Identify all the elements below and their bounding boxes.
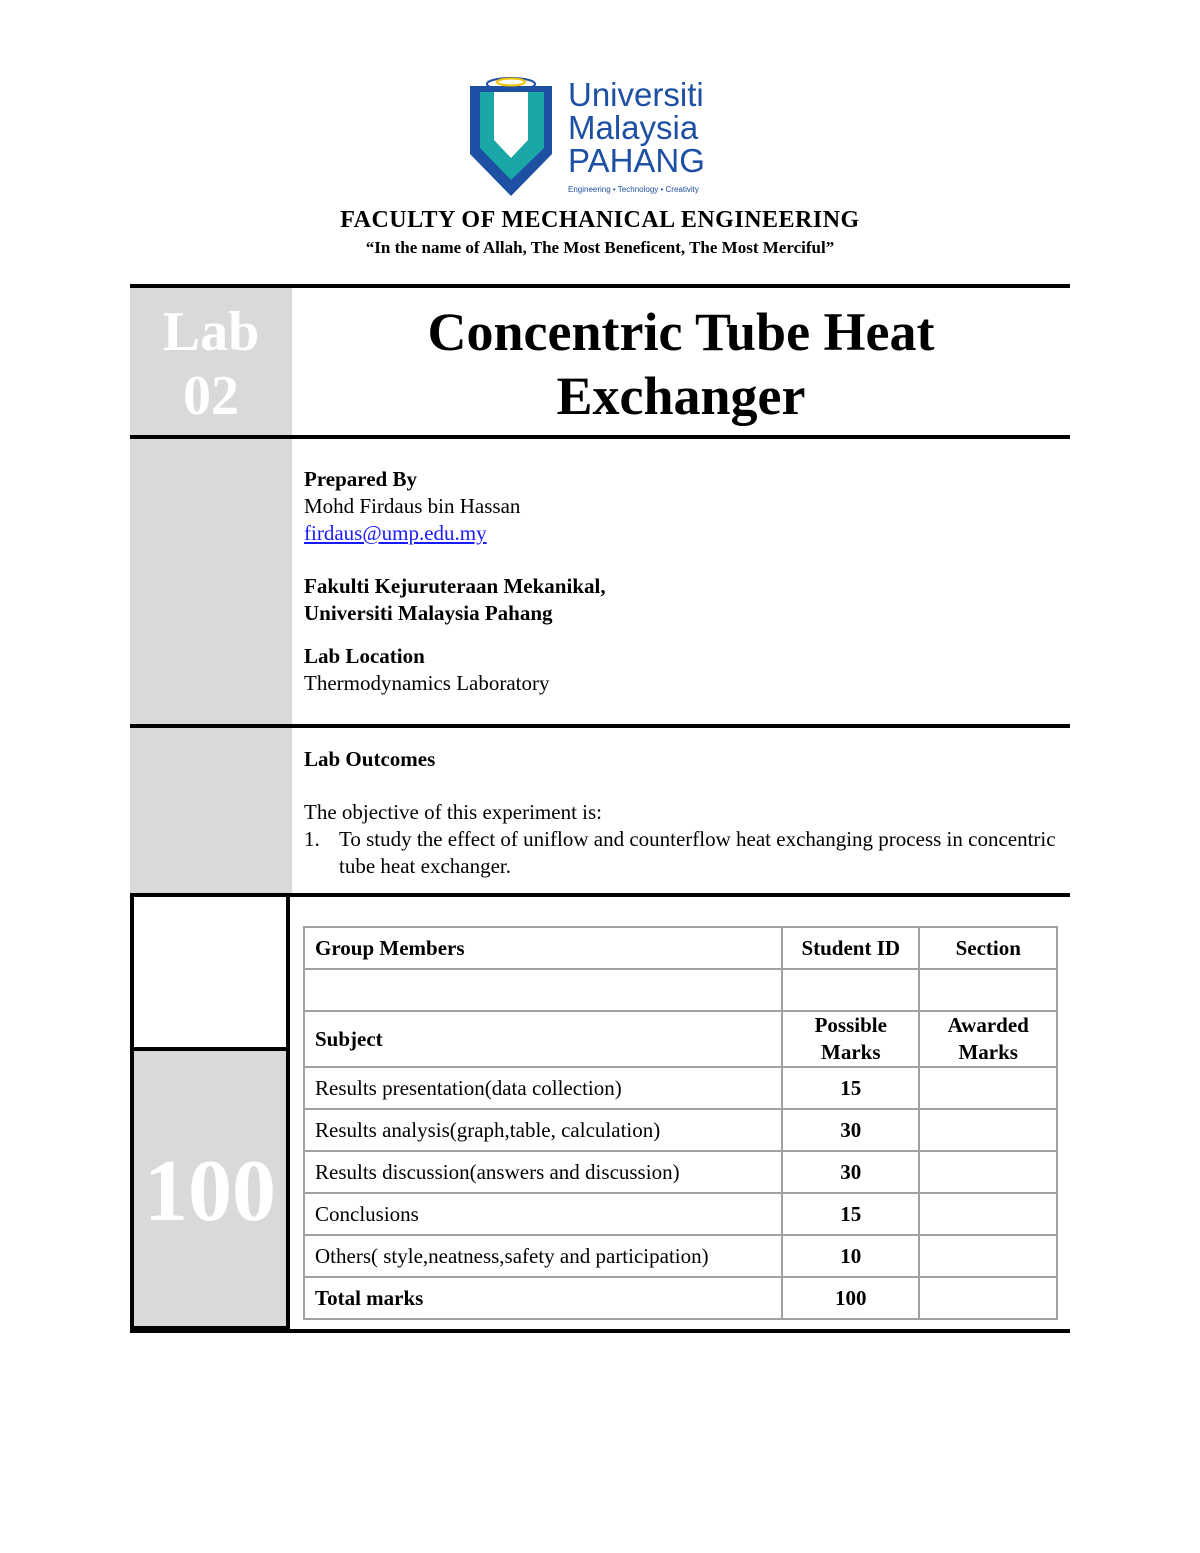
subject-cell: Results presentation(data collection) <box>304 1067 782 1109</box>
university-logo <box>468 72 738 198</box>
table-subject-header-row <box>304 1011 1057 1067</box>
score-entry-area <box>134 897 286 1047</box>
organization-line-1: Fakulti Kejuruteraan Mekanikal, <box>304 574 606 598</box>
possible-marks-cell: 10 <box>782 1235 919 1277</box>
awarded-marks-cell[interactable] <box>919 1067 1057 1109</box>
logo-wordmark <box>568 78 705 177</box>
header-possible-marks: Possible Marks <box>782 1011 919 1067</box>
possible-marks-cell: 30 <box>782 1151 919 1193</box>
lab-outcomes-section <box>304 746 1079 880</box>
lab-number <box>130 300 292 428</box>
organization-line-2: Universiti Malaysia Pahang <box>304 601 553 625</box>
table-total-row <box>304 1277 1057 1319</box>
total-marks-label: Total marks <box>304 1277 782 1319</box>
prepared-by-heading: Prepared By <box>304 467 417 491</box>
table-row <box>304 1109 1057 1151</box>
possible-marks-cell: 30 <box>782 1109 919 1151</box>
lab-label: Lab <box>162 301 260 363</box>
logo-tagline: Engineering • Technology • Creativity <box>568 185 699 194</box>
lab-code: 02 <box>183 365 239 427</box>
side-panel-prepared <box>130 439 292 724</box>
score-total-panel <box>134 1047 286 1326</box>
outcomes-list <box>304 826 1079 880</box>
table-row <box>304 1067 1057 1109</box>
lab-location-heading: Lab Location <box>304 644 425 668</box>
table-row-group-entry <box>304 969 1057 1011</box>
possible-marks-cell: 15 <box>782 1193 919 1235</box>
lab-location: Thermodynamics Laboratory <box>304 671 550 695</box>
awarded-marks-cell[interactable] <box>919 1193 1057 1235</box>
score-box <box>130 897 290 1330</box>
lab-title <box>292 300 1070 428</box>
header-group-members: Group Members <box>304 927 782 969</box>
header-section: Section <box>919 927 1057 969</box>
subject-cell: Results discussion(answers and discussion) <box>304 1151 782 1193</box>
subject-cell: Others( style,neatness,safety and participation) <box>304 1235 782 1277</box>
outcomes-intro: The objective of this experiment is: <box>304 800 602 824</box>
header-subject: Subject <box>304 1011 782 1067</box>
lab-outcomes-heading: Lab Outcomes <box>304 747 436 771</box>
prepared-by-section <box>304 466 606 697</box>
header-awarded-marks: Awarded Marks <box>919 1011 1057 1067</box>
motto: “In the name of Allah, The Most Beneficent, The Most Merciful” <box>365 238 835 257</box>
possible-marks-cell: 15 <box>782 1067 919 1109</box>
author-name: Mohd Firdaus bin Hassan <box>304 494 521 518</box>
table-row <box>304 1235 1057 1277</box>
group-member-cell[interactable] <box>304 969 782 1011</box>
logo-line-3: PAHANG <box>568 142 705 179</box>
subject-cell: Conclusions <box>304 1193 782 1235</box>
awarded-marks-cell[interactable] <box>919 1151 1057 1193</box>
subject-cell: Results analysis(graph,table, calculation) <box>304 1109 782 1151</box>
student-id-cell[interactable] <box>782 969 919 1011</box>
faculty-name: FACULTY OF MECHANICAL ENGINEERING <box>340 207 860 233</box>
author-email-link[interactable]: firdaus@ump.edu.my <box>304 521 487 545</box>
section-cell[interactable] <box>919 969 1057 1011</box>
lab-title-line-2: Exchanger <box>556 366 806 426</box>
awarded-marks-cell[interactable] <box>919 1109 1057 1151</box>
logo-line-1: Universiti <box>568 76 704 113</box>
table-row <box>304 1193 1057 1235</box>
marks-table <box>303 926 1058 1320</box>
total-possible-marks: 100 <box>782 1277 919 1319</box>
score-total: 100 <box>144 1143 276 1240</box>
table-header-row <box>304 927 1057 969</box>
header-student-id: Student ID <box>782 927 919 969</box>
lab-title-line-1: Concentric Tube Heat <box>427 302 935 362</box>
logo-line-2: Malaysia <box>568 109 699 146</box>
awarded-marks-cell[interactable] <box>919 1235 1057 1277</box>
side-panel-outcomes <box>130 728 292 893</box>
list-item-text: To study the effect of uniflow and counterflow heat exchanging process in concentric tube heat exchanger. <box>339 827 1056 878</box>
university-crest-icon <box>468 72 558 198</box>
list-item-number: 1. <box>304 827 320 851</box>
total-awarded-marks[interactable] <box>919 1277 1057 1319</box>
table-row <box>304 1151 1057 1193</box>
list-item <box>304 826 1079 880</box>
